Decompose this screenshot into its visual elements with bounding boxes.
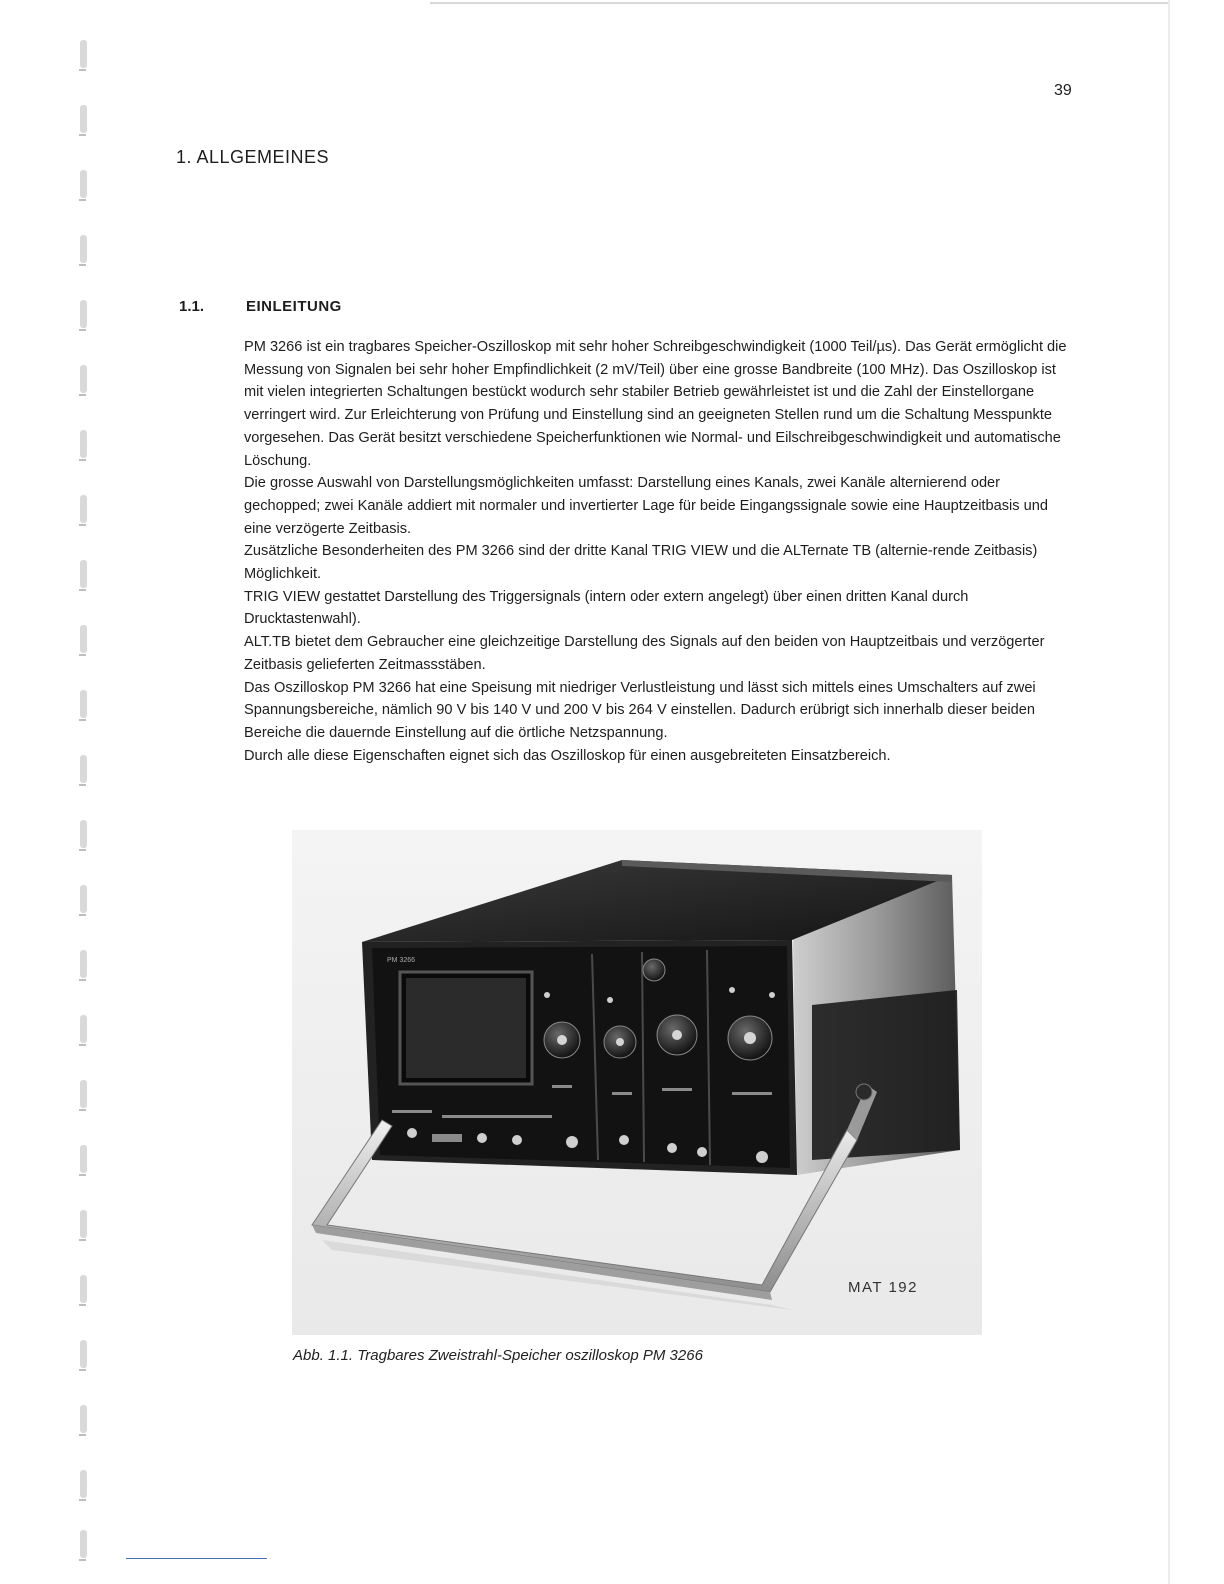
paragraph: Das Oszilloskop PM 3266 hat eine Speisung mit niedriger Verlustleistung und lässt sich mittels eines Umschalters auf zwei Spannungsbereiche, nämlich 90 V bis 140 V und 200 V bis 264 V einstellen. Dadurch erübrigt sich innerhalb dieser beiden Bereiche die dauernde Einstellung auf die örtliche Netzspannung. xyxy=(244,679,1036,741)
paragraph: Die grosse Auswahl von Darstellungsmöglichkeiten umfasst: Darstellung eines Kanals, zwei Kanäle alternierend oder gechopped; zwei Kanäle addiert mit normaler und invertierter Lage für beide Eingangssignale sowie eine Hauptzeitbasis und eine verzögerte Zeitbasis. xyxy=(244,475,1048,537)
footnote-rule xyxy=(126,1558,267,1559)
paragraph: Zusätzliche Besonderheiten des PM 3266 sind der dritte Kanal TRIG VIEW und die ALTernate TB (alternie-rende Zeitbasis) Möglichkeit. xyxy=(244,543,1038,583)
section-number: 1.1. xyxy=(179,298,205,315)
figure-label: MAT 192 xyxy=(848,1279,918,1296)
figure-caption: Abb. 1.1. Tragbares Zweistrahl-Speicher oszilloskop PM 3266 xyxy=(293,1347,703,1364)
chapter-title: 1. ALLGEMEINES xyxy=(176,147,330,167)
paragraph: ALT.TB bietet dem Gebraucher eine gleichzeitige Darstellung des Signals auf den beiden von Hauptzeitbais und verzögerter Zeitbasis gelieferten Zeitmassstäben. xyxy=(244,634,1045,673)
binding-holes xyxy=(70,30,100,1570)
paragraph: Durch alle diese Eigenschaften eignet sich das Oszilloskop für einen ausgebreiteten Einsatzbereich. xyxy=(244,747,891,764)
top-rule xyxy=(430,2,1170,4)
section-title: EINLEITUNG xyxy=(246,298,342,315)
right-page-edge xyxy=(1168,0,1170,1584)
body-text xyxy=(244,336,1074,767)
paragraph: PM 3266 ist ein tragbares Speicher-Oszilloskop mit sehr hoher Schreibgeschwindigkeit (1000 Teil/µs). Das Gerät ermöglicht die Messung von Signalen bei sehr hoher Empfindlichkeit (2 mV/Teil) über eine grosse Bandbreite (100 MHz). Das Oszilloskop ist mit vielen integrierten Schaltungen bestückt wodurch sehr stabiler Betrieb gewährleistet ist und die Zahl der Einstellorgane verringert wird. Zur Erleichterung von Prüfung und Einstellung sind an geeigneten Stellen rund um die Schaltung Messpunkte vorgesehen. Das Gerät besitzt verschiedene Speicherfunktionen wie Normal- und Eilschreibgeschwindigkeit und automatische Löschung. xyxy=(244,339,1067,469)
paragraph: TRIG VIEW gestattet Darstellung des Triggersignals (intern oder extern angelegt) über einen dritten Kanal durch Drucktastenwahl). xyxy=(244,588,969,628)
oscilloscope-photo xyxy=(292,830,982,1335)
page-number: 39 xyxy=(1054,82,1072,99)
panel-model-label: PM 3266 xyxy=(387,957,416,964)
